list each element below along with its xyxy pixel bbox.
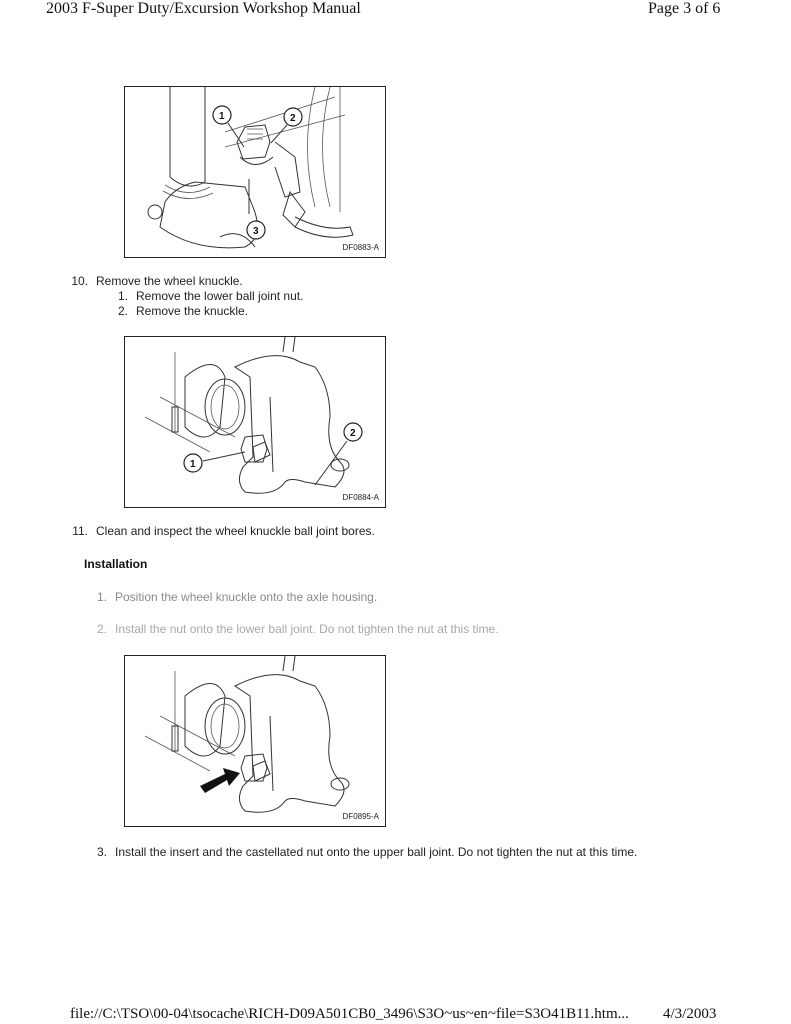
figure-knuckle-removal (124, 336, 386, 508)
installation-step-3: 3. Install the insert and the castellated nut onto the upper ball joint. Do not tighten the nut at this time. (96, 845, 638, 859)
figure-code: DF0883-A (342, 243, 379, 252)
callout-2: 2 (290, 113, 296, 124)
file-path: file://C:\TSO\00-04\tsocache\RICH-D09A501CB0_3496\S3O~us~en~file=S3O41B11.htm... (70, 1006, 629, 1022)
page-number: Page 3 of 6 (648, 0, 721, 17)
figure-code: DF0895-A (342, 812, 379, 821)
removal-step-11: 11. Clean and inspect the wheel knuckle ball joint bores. (72, 524, 375, 538)
callout-3: 3 (253, 226, 259, 237)
figure-code: DF0884-A (342, 493, 379, 502)
knuckle-install-illustration (125, 656, 385, 826)
arrow-icon (200, 768, 240, 793)
callout-2: 2 (350, 428, 356, 439)
callout-1: 1 (190, 459, 196, 470)
installation-step-2: 2. Install the nut onto the lower ball joint. Do not tighten the nut at this time. (96, 622, 499, 636)
installation-heading: Installation (84, 557, 148, 571)
installation-step-1: 1. Position the wheel knuckle onto the axle housing. (96, 590, 378, 604)
removal-substep-1: 1. Remove the lower ball joint nut. (117, 289, 304, 303)
ball-joint-illustration (125, 87, 385, 257)
callout-1: 1 (219, 111, 225, 122)
print-date: 4/3/2003 (663, 1006, 717, 1022)
knuckle-illustration (125, 337, 385, 507)
figure-lower-nut-install (124, 655, 386, 827)
removal-substep-2: 2. Remove the knuckle. (117, 304, 249, 318)
figure-ball-joint-nut (124, 86, 386, 258)
removal-step-10: 10. Remove the wheel knuckle. (71, 274, 243, 288)
document-title: 2003 F-Super Duty/Excursion Workshop Manual (46, 0, 361, 17)
